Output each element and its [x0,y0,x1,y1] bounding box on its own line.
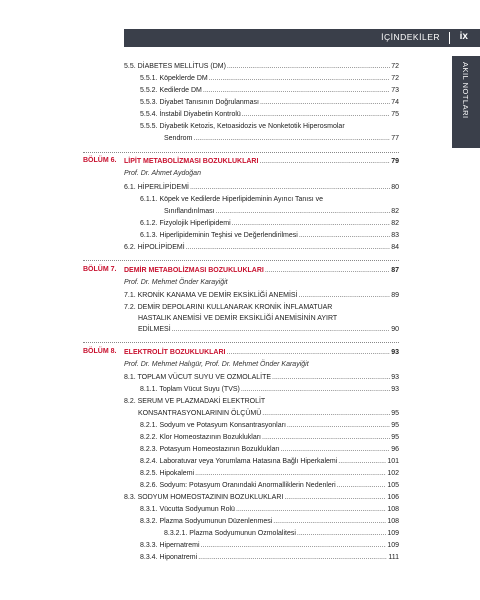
toc-entry[interactable]: 5.5.2. Kedilerde DM ..... 73 [140,86,399,95]
side-tab [452,56,480,148]
toc-entry[interactable]: 6.2. HİPOLİPİDEMİ ..... 84 [124,243,399,252]
toc-entry[interactable]: 7.1. KRONİK KANAMA VE DEMİR EKSİKLİĞİ ANEMİSİ ..... 89 [124,291,399,300]
header-page-number: ix [459,31,468,42]
toc-entry[interactable]: 8.2.5. Hipokalemi ..... 102 [140,469,399,478]
toc-entry[interactable]: 8.2.4. Laboratuvar veya Yorumlama Hatasına Bağlı Hiperkalemi ..... 101 [140,457,399,466]
toc-entry[interactable]: 5.5.1. Köpeklerde DM ..... 72 [140,74,399,83]
toc-entry[interactable]: 6.1.2. Fizyolojik Hiperlipidemi ..... 82 [140,219,399,228]
chapter-label: BÖLÜM 6. [83,157,117,164]
toc-entry[interactable]: 5.5.4. İnstabil Diyabetin Kontrolü ..... 75 [140,110,399,119]
running-header [124,29,480,47]
toc-entry[interactable]: 8.3.3. Hipernatremi ..... 109 [140,541,399,550]
chapter-divider [83,260,399,261]
side-tab-label: AKIL NOTLARI [461,62,470,119]
toc-entry[interactable]: 6.1.3. Hiperlipideminin Teşhisi ve Değerlendirilmesi ..... 83 [140,231,399,240]
chapter-label: BÖLÜM 7. [83,266,117,273]
chapter-author: Prof. Dr. Mehmet Önder Karayiğit [124,279,228,286]
toc-entry[interactable]: 6.1. HİPERLİPİDEMİ ..... 80 [124,183,399,192]
chapter-title[interactable]: LİPİT METABOLİZMASI BOZUKLUKLARI ..... 79 [124,157,399,166]
toc-entry-line[interactable]: 8.2. SERUM VE PLAZMADAKİ ELEKTROLİT [124,398,266,405]
toc-entry[interactable]: 8.2.3. Potasyum Homeostazının Bozuklukları ..... 96 [140,445,399,454]
toc-entry[interactable]: 5.5.3. Diyabet Tanısının Doğrulanması ..... 74 [140,98,399,107]
toc-entry[interactable]: KONSANTRASYONLARININ ÖLÇÜMÜ ..... 95 [138,409,399,418]
toc-entry[interactable]: 8.3.4. Hiponatremi ..... 111 [140,553,399,562]
toc-entry[interactable]: EDİLMESİ ..... 90 [138,325,399,334]
chapter-title[interactable]: ELEKTROLİT BOZUKLUKLARI ..... 93 [124,348,399,357]
chapter-divider [83,152,399,153]
chapter-title[interactable]: DEMİR METABOLİZMASI BOZUKLUKLARI ..... 87 [124,266,399,275]
header-title: İÇİNDEKİLER [381,32,440,42]
chapter-label: BÖLÜM 8. [83,348,117,355]
toc-entry[interactable]: 8.3.2. Plazma Sodyumunun Düzenlenmesi ..... 108 [140,517,399,526]
toc-entry[interactable]: Sendrom ..... 77 [164,134,399,143]
chapter-author: Prof. Dr. Mehmet Halıgür, Prof. Dr. Mehmet Önder Karayiğit [124,361,309,368]
toc-entry-line[interactable]: HASTALIK ANEMİSİ VE DEMİR EKSİKLİĞİ ANEMİSİNİN AYIRT [138,315,338,322]
toc-entry[interactable]: 5.5. DİABETES MELLİTUS (DM) ..... 72 [124,62,399,71]
toc-entry[interactable]: 8.2.6. Sodyum: Potasyum Oranındaki Anormalliklerin Nedenleri ..... 105 [140,481,399,490]
toc-entry-line[interactable]: 5.5.5. Diyabetik Ketozis, Ketoasidozis ve Nonketotik Hiperosmolar [140,123,345,130]
chapter-divider [83,342,399,343]
toc-entry[interactable]: Sınıflandırılması ..... 82 [164,207,399,216]
toc-entry[interactable]: 8.1.1. Toplam Vücut Suyu (TVS) ..... 93 [140,385,399,394]
toc-entry[interactable]: 8.3. SODYUM HOMEOSTAZININ BOZUKLUKLARI ..... 106 [124,493,399,502]
chapter-author: Prof. Dr. Ahmet Aydoğan [124,170,201,177]
toc-entry[interactable]: 8.3.1. Vücutta Sodyumun Rolü ..... 108 [140,505,399,514]
toc-entry-line[interactable]: 7.2. DEMİR DEPOLARINI KULLANARAK KRONİK İNFLAMATUAR [124,304,333,311]
toc-entry[interactable]: 8.2.2. Klor Homeostazının Bozuklukları ..... 95 [140,433,399,442]
header-separator [449,32,450,44]
toc-entry[interactable]: 8.1. TOPLAM VÜCUT SUYU VE OZMOLALİTE ..... 93 [124,373,399,382]
toc-entry[interactable]: 8.3.2.1. Plazma Sodyumunun Ozmolalitesi ..... 109 [164,529,399,538]
toc-entry-line[interactable]: 6.1.1. Köpek ve Kedilerde Hiperlipideminin Ayırıcı Tanısı ve [140,196,324,203]
toc-entry[interactable]: 8.2.1. Sodyum ve Potasyum Konsantrasyonları ..... 95 [140,421,399,430]
